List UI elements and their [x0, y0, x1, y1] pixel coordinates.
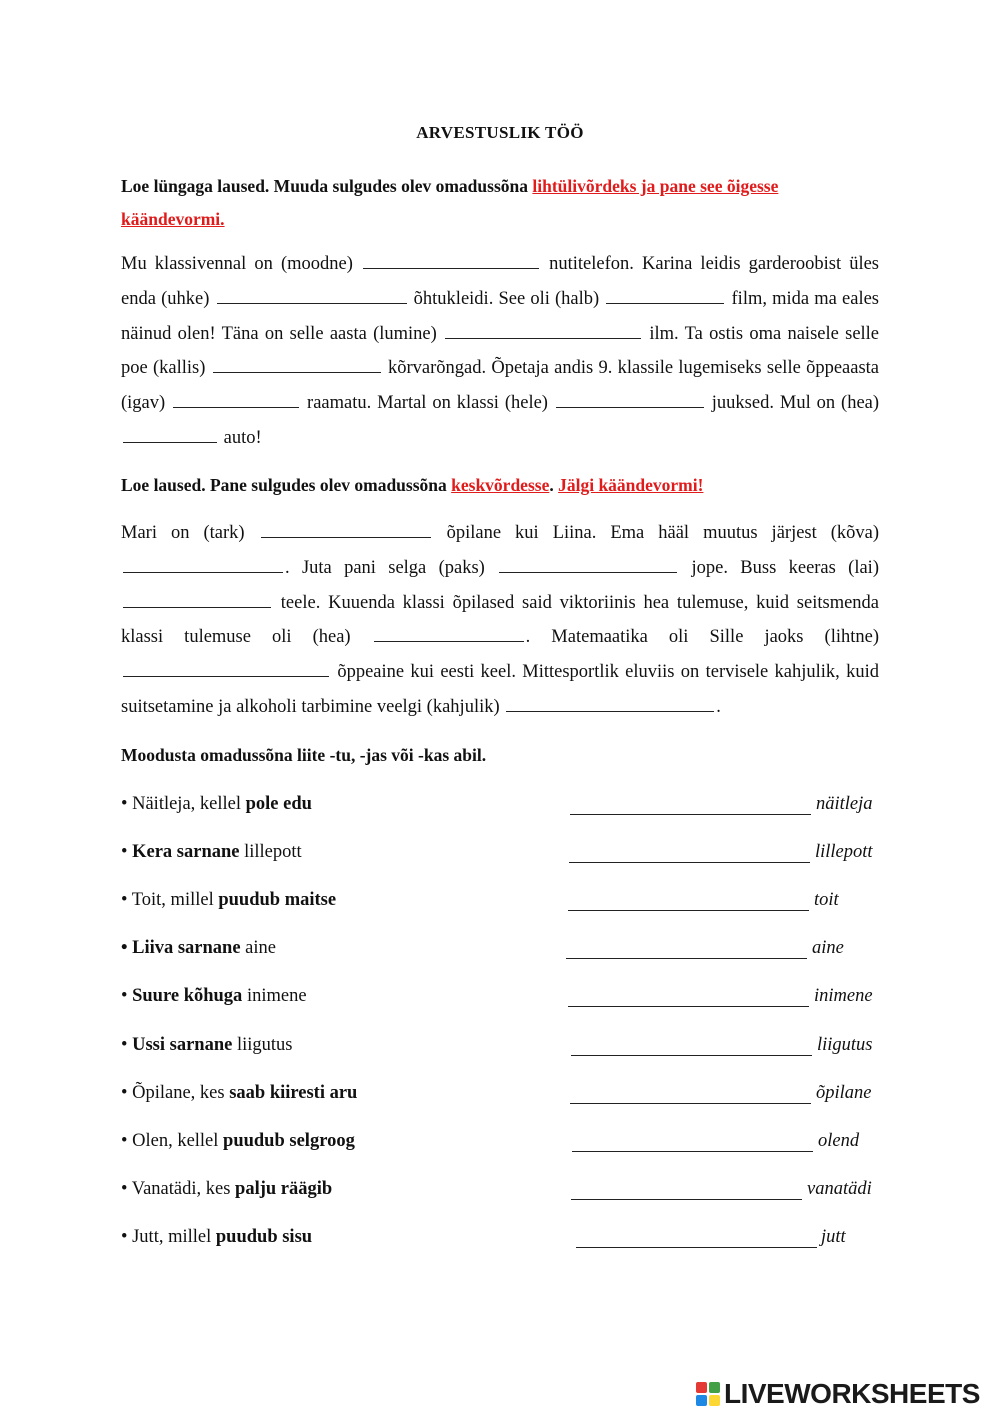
section1-text: Mu klassivennal on (moodne) [121, 254, 353, 274]
item-prompt [121, 986, 307, 1007]
item-prompt-text: • Õpilane, kes [121, 1083, 230, 1103]
item-noun: toit [814, 890, 839, 910]
answer-blank[interactable] [556, 391, 704, 408]
item-noun: olend [818, 1131, 860, 1151]
answer-blank[interactable] [571, 1179, 802, 1200]
section2-instruction-highlight-2: Jälgi käändevormi! [558, 475, 704, 495]
section1-paragraph [121, 247, 879, 456]
item-prompt [121, 842, 302, 863]
answer-blank[interactable] [576, 1227, 817, 1248]
item-noun: jutt [821, 1227, 846, 1247]
answer-blank[interactable] [568, 986, 809, 1007]
liveworksheets-logo [696, 1378, 996, 1410]
section2-text: . Juta pani selga (paks) [285, 557, 485, 578]
item-prompt-text: aine [240, 938, 276, 958]
item-prompt-bold: Kera sarnane [132, 842, 240, 862]
section1-instruction-text: Loe lüngaga laused. Muuda sulgudes olev omadussõna [121, 176, 533, 196]
item-prompt-bold: saab kiiresti aru [229, 1083, 358, 1103]
item-prompt-text: lillepott [239, 842, 302, 862]
section2-instruction-highlight: keskvõrdesse [451, 475, 550, 495]
item-noun: lillepott [815, 842, 873, 862]
item-prompt-bold: puudub selgroog [223, 1131, 355, 1151]
answer-blank[interactable] [261, 521, 431, 538]
item-noun: aine [812, 938, 844, 958]
item-prompt [121, 890, 336, 911]
answer-blank[interactable] [123, 556, 283, 573]
list-item [121, 794, 879, 820]
answer-blank[interactable] [568, 890, 809, 911]
item-prompt [121, 794, 312, 815]
liveworksheets-brand: LIVEWORKSHEETS [724, 1378, 980, 1409]
item-noun: inimene [814, 986, 873, 1006]
item-prompt-bold: puudub sisu [215, 1227, 313, 1247]
answer-blank[interactable] [570, 794, 811, 815]
worksheet-title: ARVESTUSLIK TÖÖ [416, 123, 584, 142]
section2-text: . Matemaatika oli Sille jaoks (lihtne) [525, 627, 879, 648]
list-item [121, 1227, 879, 1253]
section2-text: . [716, 696, 721, 717]
item-prompt-text: • Toit, millel [121, 890, 219, 910]
item-prompt-text: inimene [242, 986, 307, 1006]
answer-blank[interactable] [506, 695, 714, 712]
item-prompt [121, 1083, 357, 1104]
item-prompt-text: • [121, 986, 133, 1006]
item-prompt-bold: Ussi sarnane [132, 1035, 233, 1055]
item-prompt-bold: palju räägib [235, 1179, 333, 1199]
section1-instruction [121, 170, 879, 236]
answer-blank[interactable] [571, 1035, 812, 1056]
answer-blank[interactable] [123, 660, 329, 677]
item-prompt-bold: Suure kõhuga [132, 986, 243, 1006]
answer-blank[interactable] [569, 842, 810, 863]
item-prompt-text: • Jutt, millel [121, 1227, 216, 1247]
item-prompt-text: • Näitleja, kellel [121, 794, 246, 814]
answer-blank[interactable] [213, 356, 381, 373]
item-prompt [121, 938, 276, 959]
section2-instruction-text: Loe laused. Pane sulgudes olev omadussõna [121, 475, 452, 495]
section1-text: auto! [223, 427, 262, 448]
answer-blank[interactable] [499, 556, 677, 573]
item-prompt-bold: • Liiva sarnane [121, 938, 241, 958]
answer-blank[interactable] [173, 391, 299, 408]
answer-blank[interactable] [374, 625, 524, 642]
section1-text: nutitelefon. Karina leidis garderoobist üles enda (uhke) [121, 254, 880, 309]
section1-text: kõrvarõngad. Õpetaja andis 9. klassile lugemiseks selle õppeaasta (igav) [121, 358, 880, 414]
item-prompt-bold: puudub maitse [218, 890, 337, 910]
section1-text: raamatu. Martal on klassi (hele) [307, 393, 548, 414]
item-noun: õpilane [816, 1083, 872, 1103]
answer-blank[interactable] [123, 591, 271, 608]
item-prompt [121, 1227, 312, 1248]
list-item [121, 1035, 879, 1061]
section2-text: Mari on (tark) [121, 523, 245, 543]
section2-instruction [121, 475, 879, 496]
section2-instruction-dot: . [549, 475, 559, 495]
item-noun: liigutus [817, 1035, 873, 1055]
list-item [121, 890, 879, 916]
list-item [121, 1131, 879, 1157]
answer-blank[interactable] [572, 1131, 813, 1152]
answer-blank[interactable] [570, 1083, 811, 1104]
list-item [121, 1179, 879, 1205]
section2-text: õpilane kui Liina. Ema hääl muutus järjest (kõva) [446, 523, 880, 543]
item-prompt-text: • Vanatädi, kes [121, 1179, 236, 1199]
item-prompt-text: • [121, 1035, 133, 1055]
answer-blank[interactable] [123, 426, 217, 443]
item-prompt [121, 1035, 292, 1056]
answer-blank[interactable] [606, 287, 724, 304]
item-prompt-text: liigutus [232, 1035, 293, 1055]
section2-text: õppeaine kui eesti keel. Mittesportlik eluviis on tervisele kahjulik, kuid suitsetamine ja alkoholi tarbimine veelgi (kahjulik) [121, 662, 880, 717]
item-prompt [121, 1179, 332, 1200]
item-prompt [121, 1131, 355, 1152]
section2-text: jope. Buss keeras (lai) [691, 557, 879, 578]
answer-blank[interactable] [566, 938, 807, 959]
section3-instruction: Moodusta omadussõna liite -tu, -jas või -kas abil. [121, 745, 487, 765]
item-prompt-text: • Olen, kellel [121, 1131, 224, 1151]
section1-instruction-highlight: lihtülivõrdeks ja pane see õigesse [532, 176, 779, 196]
item-prompt-text: • [121, 842, 133, 862]
section2-paragraph [121, 516, 879, 725]
section1-text: õhtukleidi. See oli (halb) [413, 288, 600, 309]
item-noun: näitleja [816, 794, 873, 814]
list-item [121, 938, 879, 964]
answer-blank[interactable] [363, 252, 539, 269]
liveworksheets-mark-icon [696, 1382, 720, 1406]
section2-text: teele. Kuuenda klassi õpilased said viktoriinis hea tulemuse, kuid seitsmenda klassi tulemuse oli (hea) [121, 592, 880, 648]
section1-text: juuksed. Mul on (hea) [711, 393, 880, 414]
answer-blank[interactable] [217, 287, 407, 304]
section1-text: ilm. Ta ostis oma naisele selle poe (kallis) [121, 323, 880, 379]
answer-blank[interactable] [445, 322, 641, 339]
section1-text: film, mida ma eales näinud olen! Täna on selle aasta (lumine) [121, 288, 879, 344]
item-prompt-bold: pole edu [245, 794, 312, 814]
list-item [121, 986, 879, 1012]
list-item [121, 842, 879, 868]
section1-instruction-highlight-2: käändevormi. [121, 209, 225, 229]
item-noun: vanatädi [807, 1179, 872, 1199]
list-item [121, 1083, 879, 1109]
